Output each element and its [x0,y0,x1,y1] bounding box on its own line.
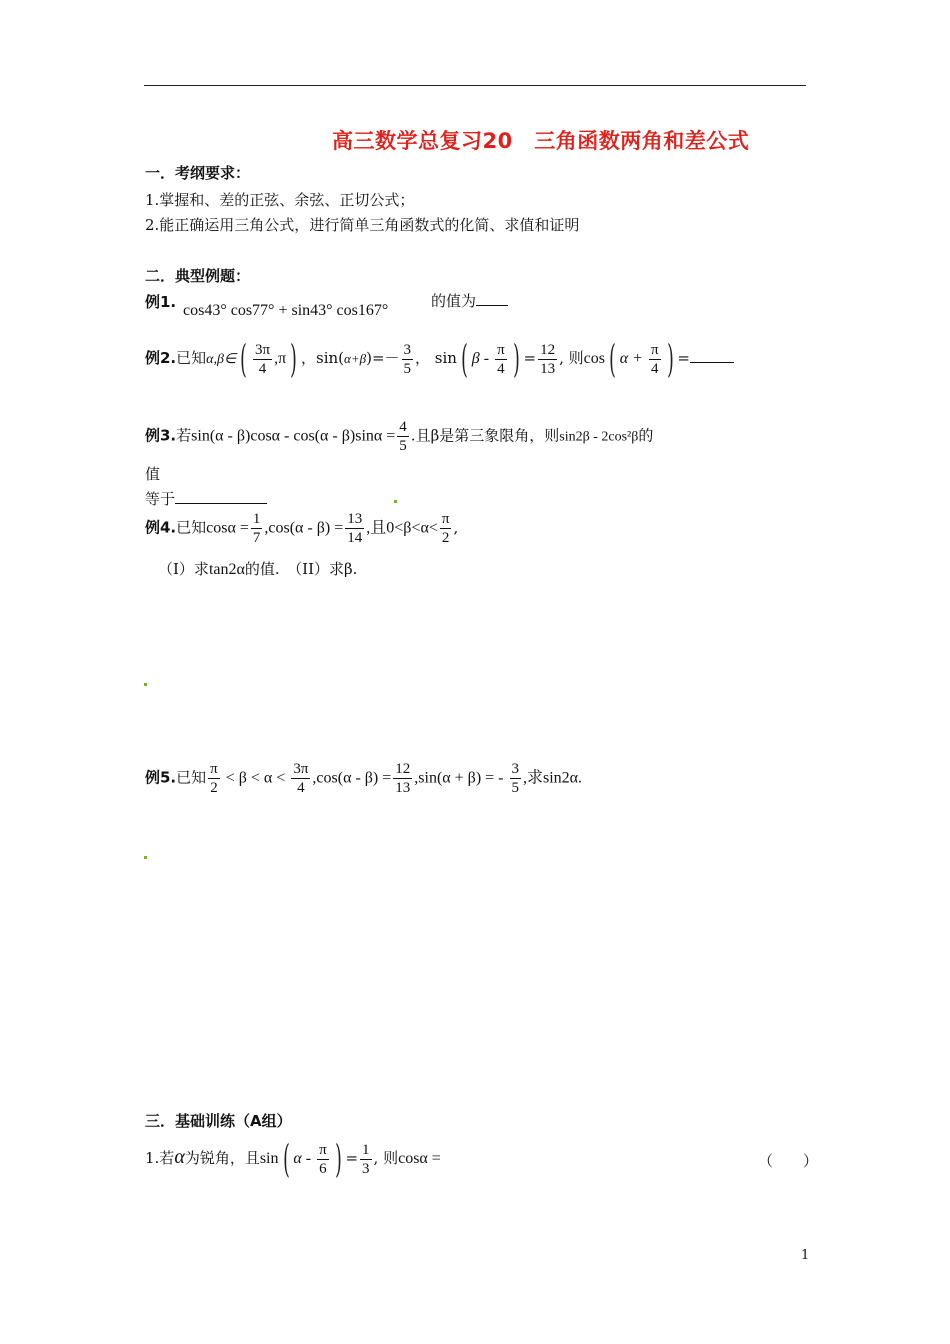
section3-question-1: 1.若α为锐角，且sin ( α - $\frac{\pi}{6}$ ) = $\frac{1}{3}$ , 则cosα = [145,1137,441,1181]
example-2: 例2.已知α,β∈ ( $\frac{3\pi}{4}$ ,π ) ，sin(α+β)=－ $\frac{3}{5}$ ， sin ( β - $\frac{\pi}{4}$ ) = $\frac{12}{13}$ , 则cos ( α + $\frac{\pi}{4}$ ) = [145,340,734,378]
ex3-line2: 值 [145,465,161,483]
page-title: 高三数学总复习20 三角函数两角和差公式 [332,129,750,153]
ex1-label: 例1. [145,293,177,311]
scan-dot [144,856,147,859]
example-3: 例3.若sin(α - β)cosα - cos(α - β)sinα = $\frac{4}{5}$ .且β是第三象限角，则sin2β - 2cos²β的 [145,419,654,454]
scan-dot [394,500,397,503]
example-4: 例4.已知cosα = $\frac{1}{7}$ ,cos(α - β) = $\frac{13}{14}$ ,且0<β<α< $\frac{\pi}{2}$ , [145,511,459,546]
section3-heading: 三．基础训练（A组） [145,1112,292,1130]
section1-heading: 一．考纲要求： [145,164,251,182]
answer-paren: （ ） [758,1152,819,1170]
section1-item-2: 2.能正确运用三角公式，进行简单三角函数式的化简、求值和证明 [145,216,580,234]
section1-item-1: 1.掌握和、差的正弦、余弦、正切公式； [145,191,415,209]
ex4-questions: （I）求tan2α的值. （II）求β. [158,560,358,578]
ex1-expression: cos43° cos77° + sin43° cos167° [183,302,389,319]
ex3-line3: 等于 [145,488,267,509]
section2-heading: 二．典型例题： [145,267,251,285]
example-5: 例5.已知 $\frac{\pi}{2}$ < β < α < $\frac{3\pi}{4}$ ,cos(α - β) = $\frac{12}{13}$ ,sin(α + β) = - $\frac{3}{5}$ ,求sin2α. [145,761,583,796]
header-rule [144,85,806,86]
page-number: 1 [801,1248,810,1263]
ex1-tail: 的值为 [431,290,508,311]
scan-dot [144,683,147,686]
